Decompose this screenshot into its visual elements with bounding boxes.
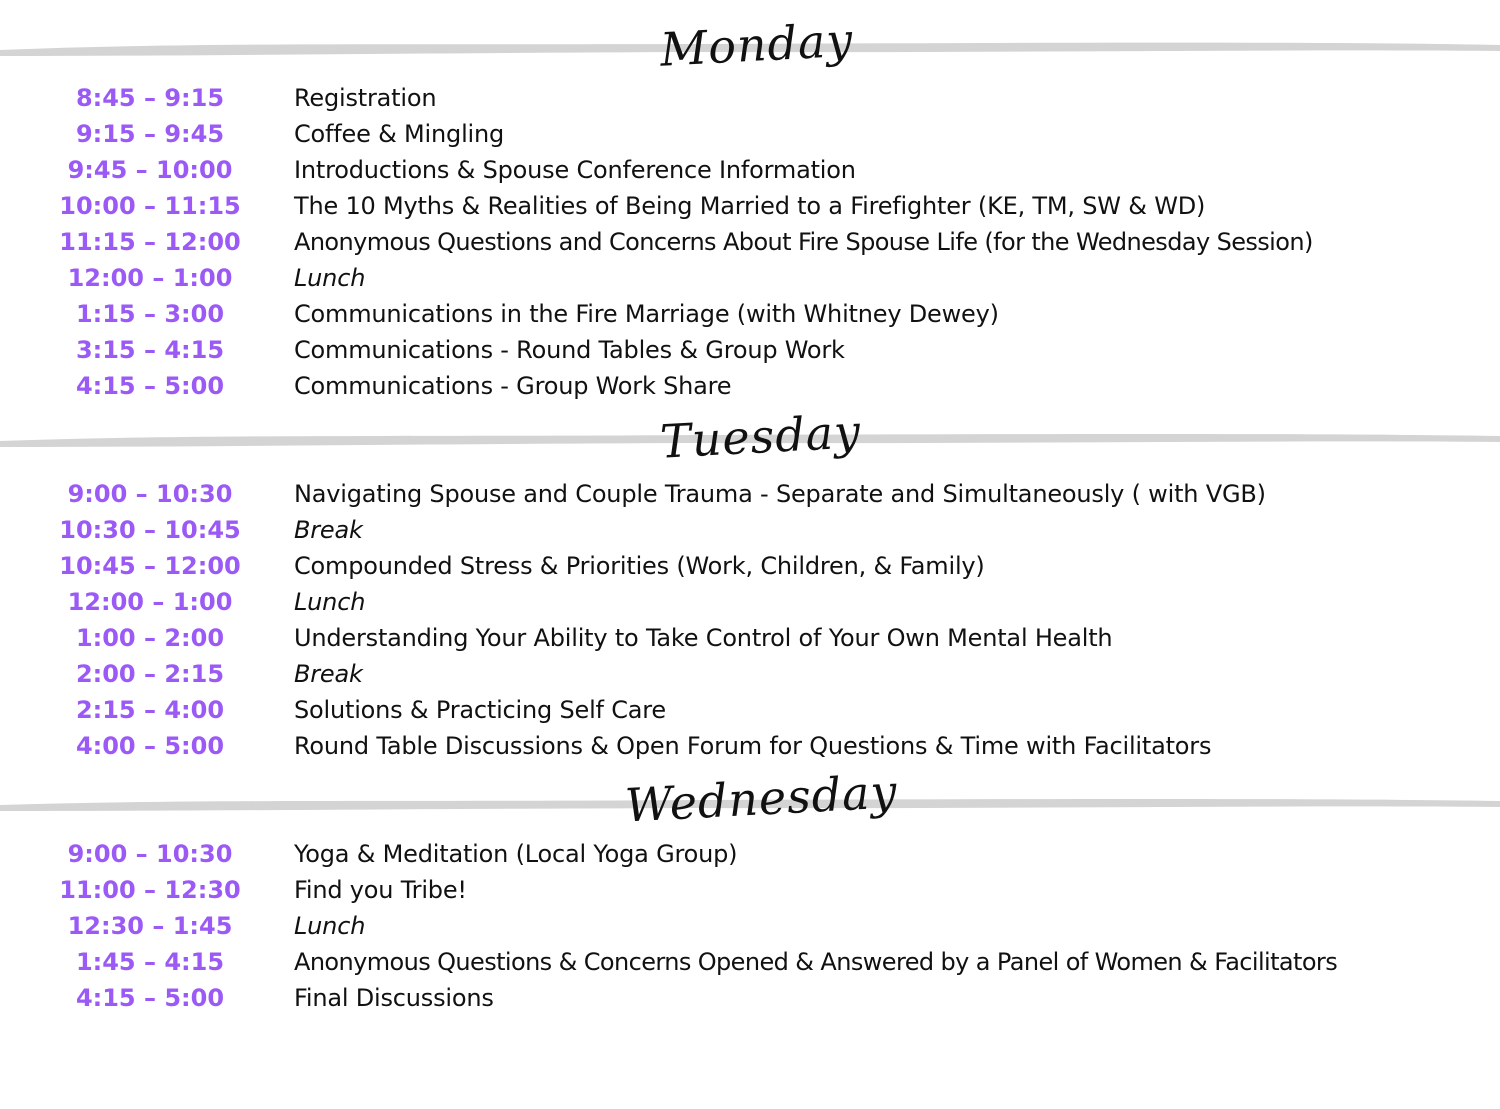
time-slot: 1:00 – 2:00 bbox=[75, 624, 225, 652]
tuesday-schedule bbox=[0, 476, 1500, 764]
time-slot: 1:15 – 3:00 bbox=[75, 300, 225, 328]
time-slot: 3:15 – 4:15 bbox=[75, 336, 225, 364]
time-slot: 10:30 – 10:45 bbox=[59, 516, 241, 544]
activity: Anonymous Questions & Concerns Opened & Answered by a Panel of Women & Facilitators bbox=[294, 948, 1338, 976]
activity: Find you Tribe! bbox=[294, 876, 467, 904]
activity: Anonymous Questions and Concerns About Fire Spouse Life (for the Wednesday Session) bbox=[294, 228, 1313, 256]
activity: Introductions & Spouse Conference Information bbox=[294, 156, 856, 184]
time-slot: 10:00 – 11:15 bbox=[59, 192, 241, 220]
schedule-row bbox=[0, 224, 1500, 260]
activity: Lunch bbox=[294, 264, 366, 292]
activity: Compounded Stress & Priorities (Work, Children, & Family) bbox=[294, 552, 985, 580]
time-slot: 9:15 – 9:45 bbox=[75, 120, 225, 148]
activity: Communications - Round Tables & Group Work bbox=[294, 336, 845, 364]
time-slot: 12:00 – 1:00 bbox=[67, 264, 233, 292]
time-slot: 4:15 – 5:00 bbox=[75, 372, 225, 400]
schedule-row bbox=[0, 512, 1500, 548]
schedule-row bbox=[0, 872, 1500, 908]
activity: Communications - Group Work Share bbox=[294, 372, 732, 400]
schedule-row bbox=[0, 548, 1500, 584]
activity: Break bbox=[294, 660, 363, 688]
schedule-row bbox=[0, 728, 1500, 764]
activity: Solutions & Practicing Self Care bbox=[294, 696, 666, 724]
time-slot: 4:00 – 5:00 bbox=[75, 732, 225, 760]
schedule-row bbox=[0, 620, 1500, 656]
schedule-row bbox=[0, 80, 1500, 116]
schedule-row bbox=[0, 260, 1500, 296]
schedule-row bbox=[0, 188, 1500, 224]
activity: Registration bbox=[294, 84, 437, 112]
day-title-monday: Monday bbox=[658, 12, 855, 77]
time-slot: 11:15 – 12:00 bbox=[59, 228, 241, 256]
schedule-row bbox=[0, 332, 1500, 368]
time-slot: 10:45 – 12:00 bbox=[59, 552, 241, 580]
time-slot: 9:45 – 10:00 bbox=[67, 156, 233, 184]
activity: Lunch bbox=[294, 588, 366, 616]
schedule-row bbox=[0, 476, 1500, 512]
activity: Yoga & Meditation (Local Yoga Group) bbox=[294, 840, 738, 868]
schedule-row bbox=[0, 368, 1500, 404]
activity: Navigating Spouse and Couple Trauma - Separate and Simultaneously ( with VGB) bbox=[294, 480, 1266, 508]
time-slot: 2:15 – 4:00 bbox=[75, 696, 225, 724]
monday-schedule bbox=[0, 80, 1500, 404]
time-slot: 1:45 – 4:15 bbox=[75, 948, 225, 976]
activity: Lunch bbox=[294, 912, 366, 940]
activity: Round Table Discussions & Open Forum for Questions & Time with Facilitators bbox=[294, 732, 1212, 760]
activity: Coffee & Mingling bbox=[294, 120, 505, 148]
time-slot: 9:00 – 10:30 bbox=[67, 840, 233, 868]
schedule-row bbox=[0, 908, 1500, 944]
activity: Break bbox=[294, 516, 363, 544]
time-slot: 11:00 – 12:30 bbox=[59, 876, 241, 904]
activity: Final Discussions bbox=[294, 984, 494, 1012]
schedule-row bbox=[0, 692, 1500, 728]
schedule-row bbox=[0, 944, 1500, 980]
activity: Communications in the Fire Marriage (with Whitney Dewey) bbox=[294, 300, 999, 328]
schedule-row bbox=[0, 836, 1500, 872]
wednesday-schedule bbox=[0, 836, 1500, 1016]
time-slot: 4:15 – 5:00 bbox=[75, 984, 225, 1012]
schedule-row bbox=[0, 296, 1500, 332]
schedule-row bbox=[0, 980, 1500, 1016]
time-slot: 12:00 – 1:00 bbox=[67, 588, 233, 616]
time-slot: 8:45 – 9:15 bbox=[75, 84, 225, 112]
day-title-wednesday: Wednesday bbox=[623, 764, 899, 833]
schedule-row bbox=[0, 656, 1500, 692]
time-slot: 2:00 – 2:15 bbox=[75, 660, 225, 688]
time-slot: 12:30 – 1:45 bbox=[67, 912, 233, 940]
day-title-tuesday: Tuesday bbox=[658, 404, 863, 469]
time-slot: 9:00 – 10:30 bbox=[67, 480, 233, 508]
schedule-row bbox=[0, 584, 1500, 620]
activity: The 10 Myths & Realities of Being Married to a Firefighter (KE, TM, SW & WD) bbox=[294, 192, 1206, 220]
schedule-row bbox=[0, 116, 1500, 152]
activity: Understanding Your Ability to Take Control of Your Own Mental Health bbox=[294, 624, 1113, 652]
schedule-row bbox=[0, 152, 1500, 188]
